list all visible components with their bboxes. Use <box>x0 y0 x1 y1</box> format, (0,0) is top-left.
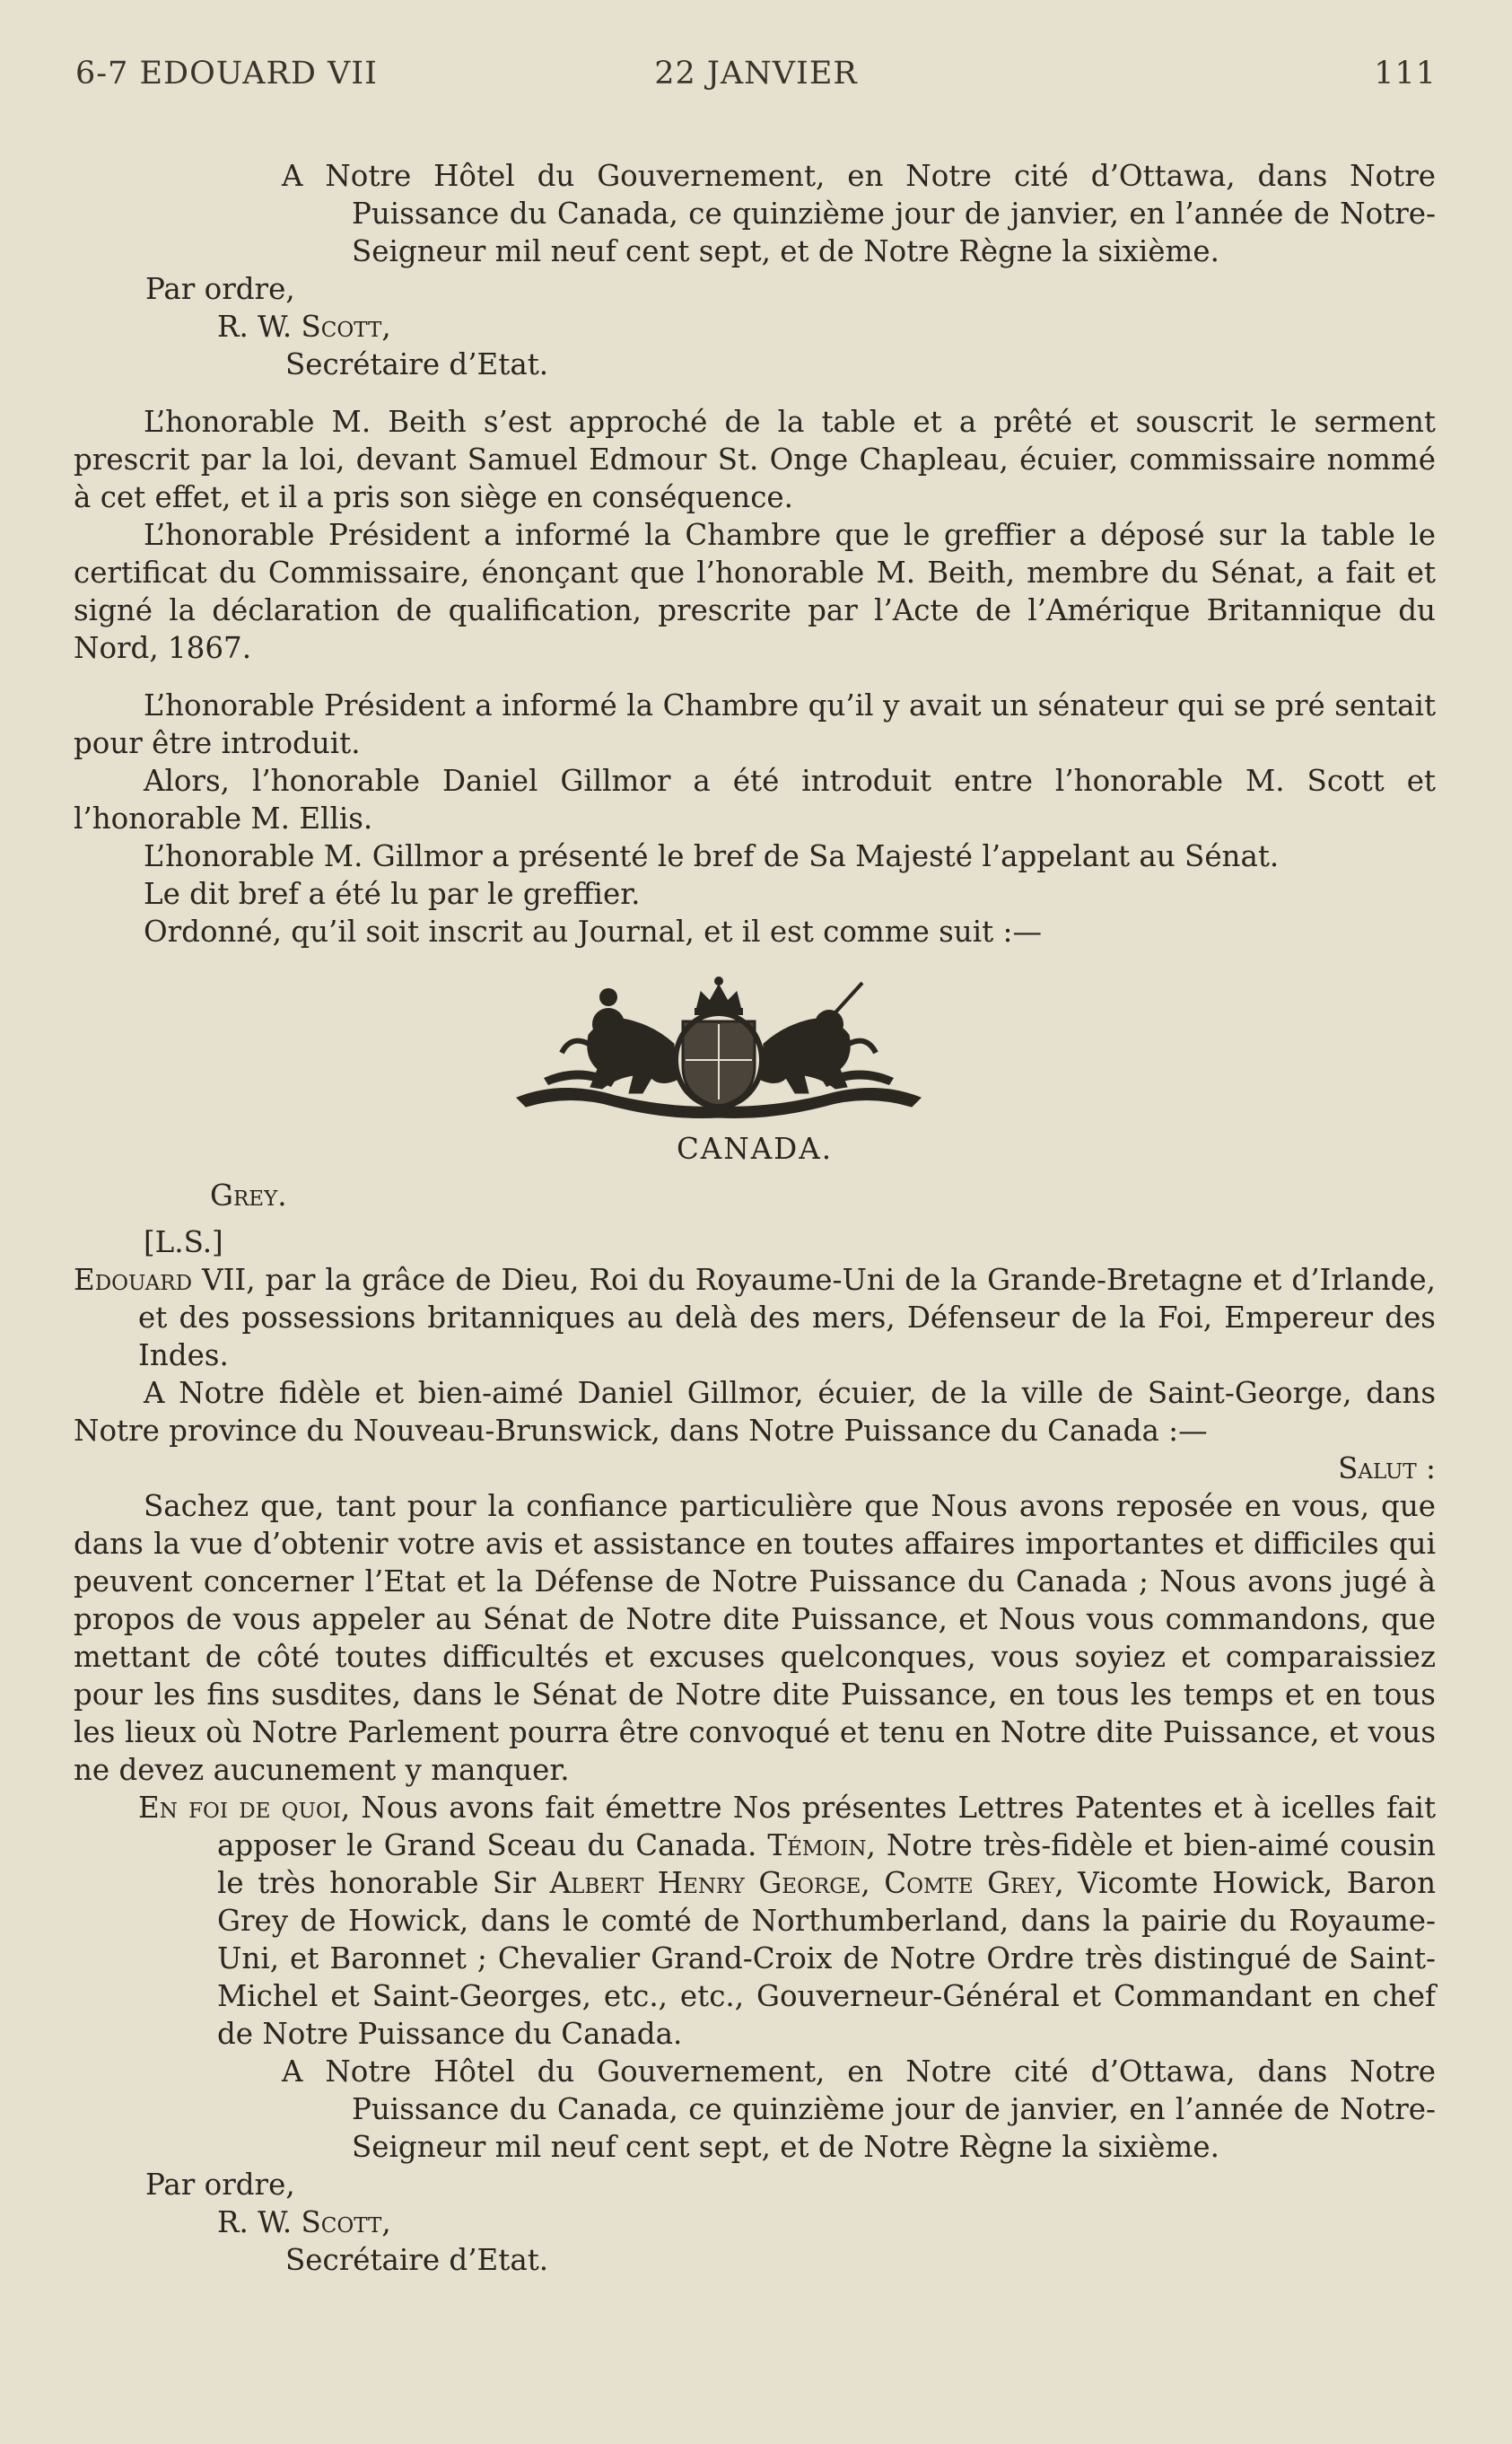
paragraph-introduction: Alors, l’honorable Daniel Gillmor a été introduit entre l’honorable M. Scott et l’honorable M. Ellis. <box>74 764 1436 836</box>
paragraph-new-senator: L’honorable Président a informé la Chambre qu’il y avait un sénateur qui se pré sentait pour être introduit. <box>74 688 1436 760</box>
par-ordre-1: Par ordre, <box>145 272 295 306</box>
royal-style-paragraph <box>74 1261 1436 1374</box>
header-page-number: 111 <box>1374 56 1437 92</box>
paragraph-summons: Sachez que, tant pour la confiance particulière que Nous avons reposée en vous, que dans la vue d’obtenir votre avis et assistance en toutes affaires importantes et difficiles qui peuvent concerner l’Etat et la Défense de Notre Puissance du Canada ; Nous avons jugé à propos de vous appeler au Sénat de Notre dite Puissance, et Nous vous commandons, que mettant de côté toutes difficultés et excuses quelconques, vous soyiez et comparaissiez pour les fins susdites, dans le Sénat de Notre dite Puissance, en tous les temps et en tous les lieux où Notre Parlement pourra être convoqué et tenu en Notre dite Puissance, et vous ne devez aucunement y manquer. <box>74 1489 1436 1787</box>
paragraph-addressee: A Notre fidèle et bien-aimé Daniel Gillmor, écuier, de la ville de Saint-George, dans Notre province du Nouveau-Brunswick, dans Notre Puissance du Canada :— <box>74 1376 1436 1448</box>
header-session: 6-7 EDOUARD VII <box>75 56 378 92</box>
paragraph-ordered: Ordonné, qu’il soit inscrit au Journal, et il est comme suit :— <box>144 915 1042 949</box>
header-date: 22 JANVIER <box>654 56 858 92</box>
secretary-title-2: Secrétaire d’Etat. <box>285 2243 549 2277</box>
signatory-1-initials: R. W. <box>217 310 302 344</box>
royal-coat-of-arms-icon <box>74 972 1436 1125</box>
en-foi-lead: En foi de quoi <box>138 1791 341 1825</box>
signatory-1 <box>74 308 1436 346</box>
canada-heading: CANADA. <box>676 1132 834 1166</box>
dating-clause-2: A Notre Hôtel du Gouvernement, en Notre cité d’Ottawa, dans Notre Puissance du Canada, ce quinzième jour de janvier, en l’année de Notre-Seigneur mil neuf cent sept, et de Notre Règne la sixième. <box>282 2054 1436 2164</box>
edouard-rest: VII, par la grâce de Dieu, Roi du Royaume-Uni de la Grande-Bretagne et d’Irlande, et des possessions britanniques au delà des mers, Défenseur de la Foi, Empereur des Indes. <box>138 1263 1436 1372</box>
en-foi-text-c: , Vicomte Howick, Baron Grey de Howick, dans le comté de Northumberland, dans la pairie du Royaume-Uni, et Baronnet ; Chevalier Grand-Croix de Notre Ordre très distingué de Saint-Michel et Saint-Georges, etc., etc., Gouverneur-Général et Commandant en chef de Notre Puissance du Canada. <box>217 1866 1436 2051</box>
edouard-lead: Edouard <box>74 1263 193 1297</box>
salut: Salut : <box>1338 1451 1436 1485</box>
en-foi-text-a: , Nous avons fait émettre Nos présentes Lettres Patentes et à icelles fait apposer le Grand Sceau du Canada. <box>217 1791 1437 1862</box>
paragraph-writ-read: Le dit bref a été lu par le greffier. <box>144 877 641 911</box>
governor-name: Albert Henry George, Comte Grey <box>549 1866 1055 1900</box>
signatory-2-name: Scott, <box>301 2205 391 2239</box>
locus-sigilli: [L.S.] <box>144 1225 223 1259</box>
testimony-paragraph <box>74 1789 1436 2053</box>
secretary-title-1: Secrétaire d’Etat. <box>285 347 549 381</box>
en-foi-text-b: , Notre très-fidèle et bien-aimé cousin le très honorable Sir <box>217 1828 1436 1900</box>
paragraph-writ-presented: L’honorable M. Gillmor a présenté le bref de Sa Majesté l’appelant au Sénat. <box>144 839 1280 873</box>
signatory-2-initials: R. W. <box>217 2205 302 2239</box>
temoin: Témoin <box>767 1828 867 1862</box>
dating-clause-1: A Notre Hôtel du Gouvernement, en Notre cité d’Ottawa, dans Notre Puissance du Canada, ce quinzième jour de janvier, en l’année de Notre-Seigneur mil neuf cent sept, et de Notre Règne la sixième. <box>282 159 1436 268</box>
paragraph-certificate: L’honorable Président a informé la Chambre que le greffier a déposé sur la table le certificat du Commissaire, énonçant que l’honorable M. Beith, membre du Sénat, a fait et signé la déclaration de qualification, prescrite par l’Acte de l’Amérique Britannique du Nord, 1867. <box>74 518 1436 665</box>
governor-general-signature: Grey. <box>210 1178 287 1213</box>
page-body <box>74 157 1436 2279</box>
page-header <box>75 56 1437 101</box>
paragraph-beith-oath: L’honorable M. Beith s’est approché de la table et a prêté et souscrit le serment prescrit par la loi, devant Samuel Edmour St. Onge Chapleau, écuier, commissaire nommé à cet effet, et il a pris son siège en conséquence. <box>74 405 1436 514</box>
signatory-1-name: Scott, <box>301 310 391 344</box>
signatory-2 <box>74 2203 1436 2241</box>
par-ordre-2: Par ordre, <box>145 2168 295 2202</box>
